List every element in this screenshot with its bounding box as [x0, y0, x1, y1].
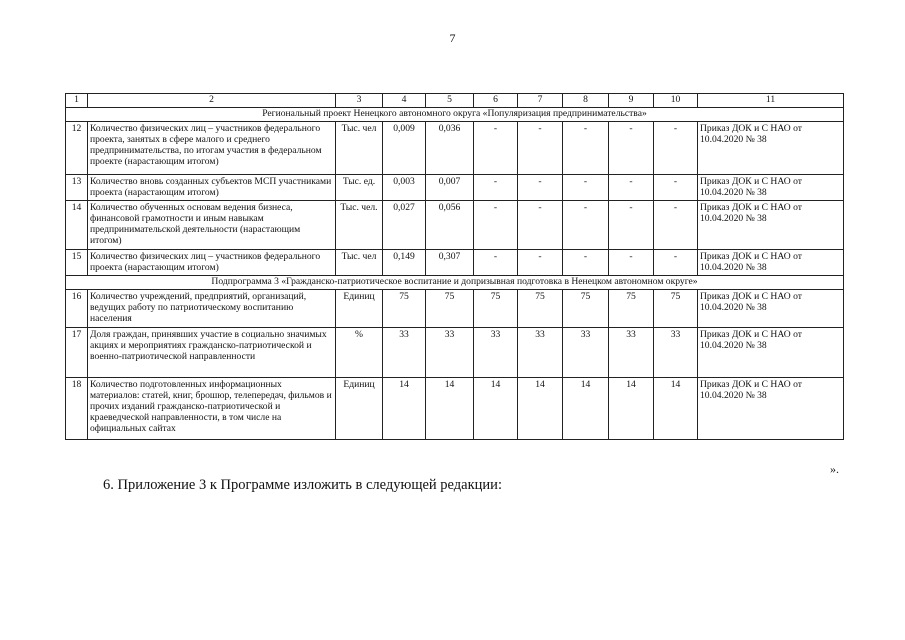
indicators-table — [65, 93, 844, 440]
row-value: - — [609, 201, 654, 250]
closing-quote-mark: ». — [830, 462, 839, 476]
row-value: 0,007 — [426, 175, 474, 201]
table-row — [66, 201, 844, 250]
row-source: Приказ ДОК и С НАО от 10.04.2020 № 38 — [698, 290, 844, 328]
table-row — [66, 175, 844, 201]
row-value: 0,003 — [383, 175, 426, 201]
row-number: 17 — [66, 328, 88, 378]
row-value: 0,027 — [383, 201, 426, 250]
row-value: - — [474, 175, 518, 201]
row-description: Количество физических лиц – участников федерального проекта (нарастающим итогом) — [88, 250, 336, 276]
row-value: - — [654, 122, 698, 175]
row-value: - — [563, 175, 609, 201]
row-value: 75 — [426, 290, 474, 328]
row-number: 13 — [66, 175, 88, 201]
table-row — [66, 122, 844, 175]
section-title: Подпрограмма 3 «Гражданско-патриотическое воспитание и допризывная подготовка в Ненецком автономном округе» — [66, 276, 844, 290]
header-cell: 2 — [88, 94, 336, 108]
row-source: Приказ ДОК и С НАО от 10.04.2020 № 38 — [698, 201, 844, 250]
table-row — [66, 290, 844, 328]
table-row — [66, 250, 844, 276]
row-number: 18 — [66, 378, 88, 440]
row-value: - — [609, 250, 654, 276]
header-cell: 1 — [66, 94, 88, 108]
row-value: 33 — [654, 328, 698, 378]
paragraph-text: 6. Приложение 3 к Программе изложить в следующей редакции: — [103, 477, 502, 493]
row-value: 14 — [518, 378, 563, 440]
row-source: Приказ ДОК и С НАО от 10.04.2020 № 38 — [698, 378, 844, 440]
row-source: Приказ ДОК и С НАО от 10.04.2020 № 38 — [698, 250, 844, 276]
row-value: 14 — [426, 378, 474, 440]
row-value: - — [518, 250, 563, 276]
row-value: 14 — [474, 378, 518, 440]
row-value: 0,056 — [426, 201, 474, 250]
row-value: 75 — [563, 290, 609, 328]
header-cell: 7 — [518, 94, 563, 108]
row-value: 0,036 — [426, 122, 474, 175]
row-value: - — [654, 250, 698, 276]
row-value: 33 — [426, 328, 474, 378]
row-value: - — [518, 122, 563, 175]
section-row — [66, 276, 844, 290]
header-cell: 10 — [654, 94, 698, 108]
row-value: 14 — [563, 378, 609, 440]
row-value: 14 — [383, 378, 426, 440]
row-value: - — [563, 201, 609, 250]
row-number: 16 — [66, 290, 88, 328]
row-value: 75 — [609, 290, 654, 328]
row-unit: Единиц — [336, 378, 383, 440]
row-description: Доля граждан, принявших участие в социально значимых акциях и мероприятиях гражданско-патриотической и военно-патриотической направленности — [88, 328, 336, 378]
row-value: 75 — [654, 290, 698, 328]
row-value: - — [474, 201, 518, 250]
row-value: - — [518, 201, 563, 250]
row-value: - — [563, 250, 609, 276]
row-value: - — [563, 122, 609, 175]
table-row — [66, 378, 844, 440]
row-value: 33 — [518, 328, 563, 378]
table-header-row — [66, 94, 844, 108]
section-title: Региональный проект Ненецкого автономного округа «Популяризация предпринимательства» — [66, 108, 844, 122]
row-value: - — [654, 175, 698, 201]
page-number: 7 — [449, 31, 456, 45]
row-value: - — [609, 122, 654, 175]
row-value: 75 — [474, 290, 518, 328]
row-value: 33 — [609, 328, 654, 378]
row-value: 0,149 — [383, 250, 426, 276]
header-cell: 11 — [698, 94, 844, 108]
row-source: Приказ ДОК и С НАО от 10.04.2020 № 38 — [698, 122, 844, 175]
row-unit: Тыс. чел — [336, 250, 383, 276]
row-unit: Тыс. ед. — [336, 175, 383, 201]
row-value: 14 — [609, 378, 654, 440]
row-description: Количество обученных основам ведения бизнеса, финансовой грамотности и иным навыкам предпринимательской деятельности (нарастающим итогом) — [88, 201, 336, 250]
header-cell: 4 — [383, 94, 426, 108]
header-cell: 6 — [474, 94, 518, 108]
row-unit: Тыс. чел — [336, 122, 383, 175]
row-number: 14 — [66, 201, 88, 250]
header-cell: 9 — [609, 94, 654, 108]
row-unit: Тыс. чел. — [336, 201, 383, 250]
row-value: 33 — [383, 328, 426, 378]
row-value: 33 — [563, 328, 609, 378]
row-description: Количество учреждений, предприятий, организаций, ведущих работу по патриотическому воспитанию населения — [88, 290, 336, 328]
header-cell: 3 — [336, 94, 383, 108]
row-unit: % — [336, 328, 383, 378]
row-value: 0,307 — [426, 250, 474, 276]
row-value: - — [609, 175, 654, 201]
row-description: Количество физических лиц – участников федерального проекта, занятых в сфере малого и среднего предпринимательства, по итогам участия в федеральном проекте (нарастающим итогом) — [88, 122, 336, 175]
row-unit: Единиц — [336, 290, 383, 328]
row-value: - — [474, 250, 518, 276]
row-number: 15 — [66, 250, 88, 276]
row-value: - — [518, 175, 563, 201]
section-row — [66, 108, 844, 122]
row-value: 75 — [518, 290, 563, 328]
row-value: 75 — [383, 290, 426, 328]
header-cell: 5 — [426, 94, 474, 108]
row-description: Количество подготовленных информационных материалов: статей, книг, брошюр, телепередач, фильмов и прочих изданий гражданско-патриотической и краеведческой направленности, в том числе на официальных сайтах — [88, 378, 336, 440]
row-value: 33 — [474, 328, 518, 378]
row-value: - — [654, 201, 698, 250]
row-value: - — [474, 122, 518, 175]
row-value: 0,009 — [383, 122, 426, 175]
row-description: Количество вновь созданных субъектов МСП участниками проекта (нарастающим итогом) — [88, 175, 336, 201]
row-source: Приказ ДОК и С НАО от 10.04.2020 № 38 — [698, 328, 844, 378]
header-cell: 8 — [563, 94, 609, 108]
row-source: Приказ ДОК и С НАО от 10.04.2020 № 38 — [698, 175, 844, 201]
row-number: 12 — [66, 122, 88, 175]
row-value: 14 — [654, 378, 698, 440]
table-row — [66, 328, 844, 378]
